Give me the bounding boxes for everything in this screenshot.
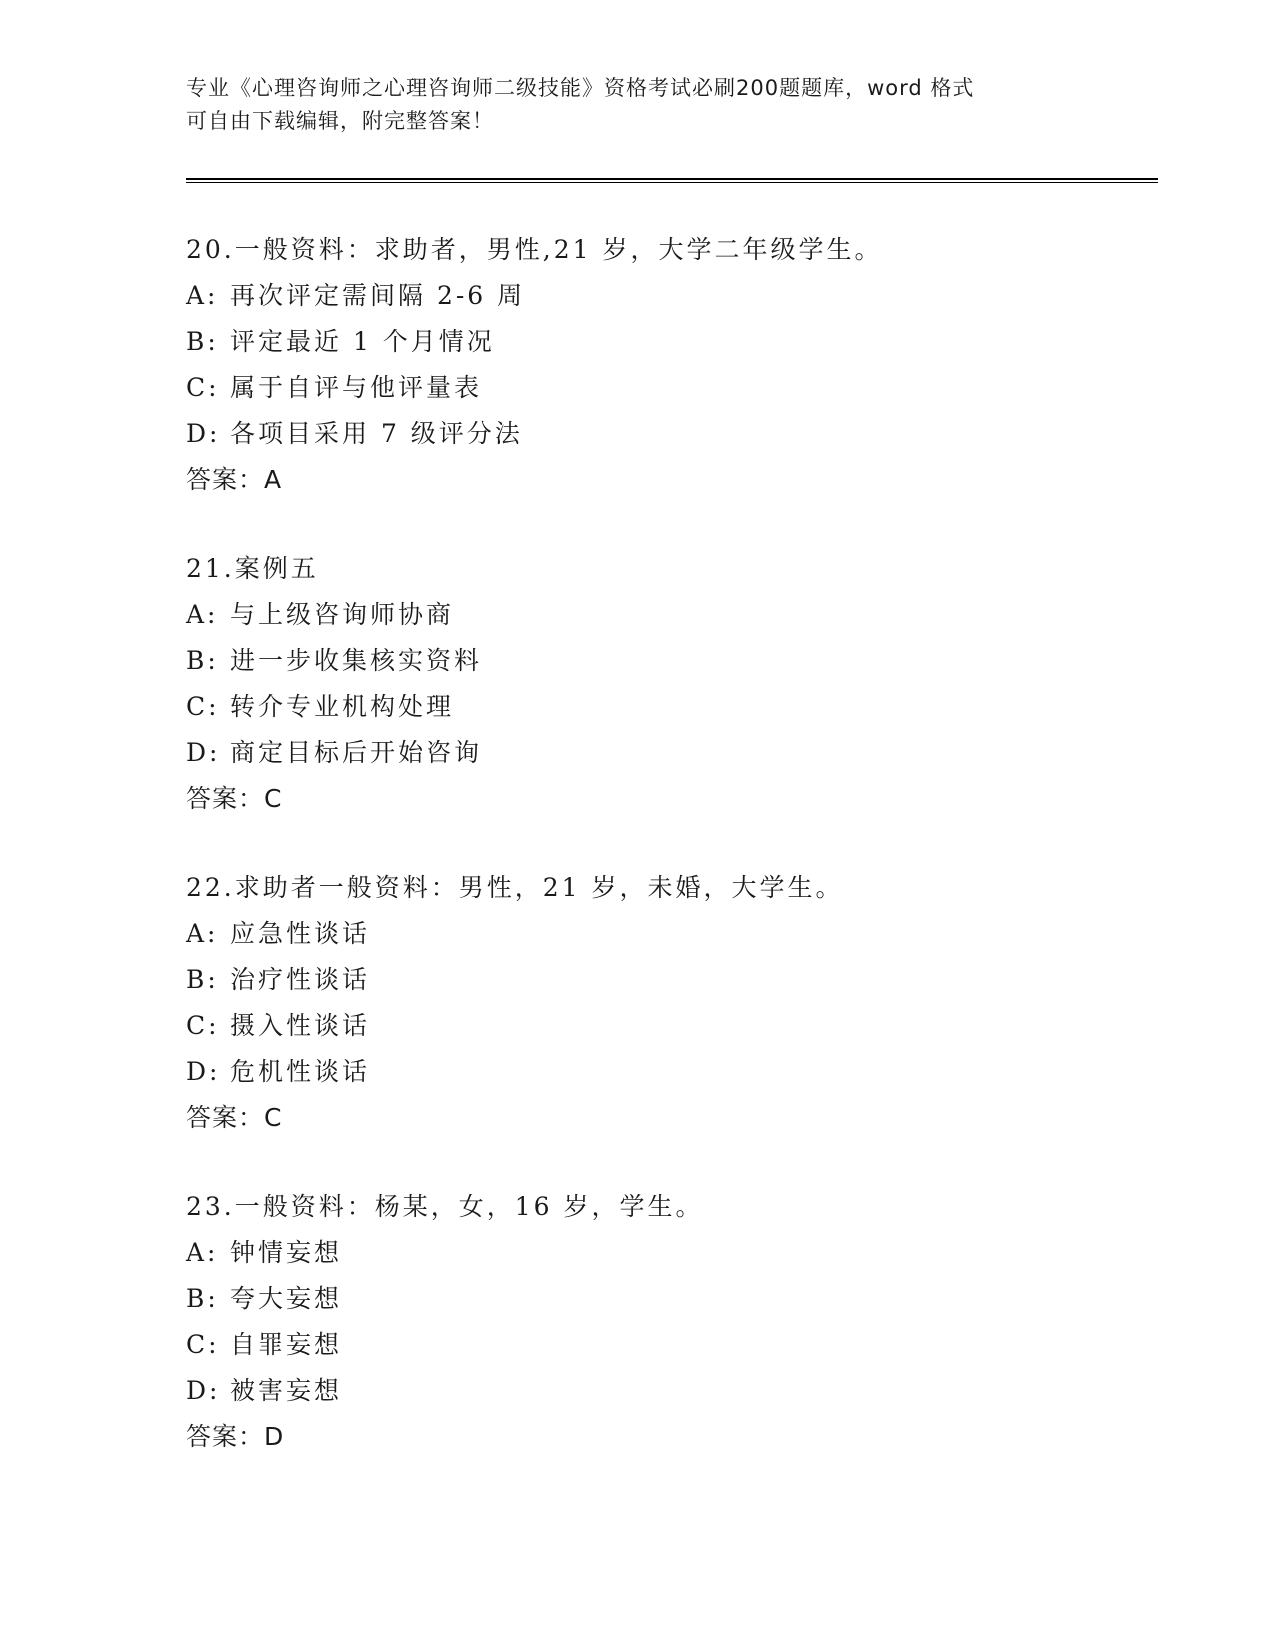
option-c: [186, 1322, 1166, 1368]
question-title: 21.案例五: [186, 554, 319, 583]
option-d: [186, 1368, 1166, 1414]
option-letter: B:: [186, 646, 219, 675]
option-a: [186, 911, 1166, 957]
option-letter: C:: [186, 373, 220, 402]
option-a: [186, 592, 1166, 638]
header-line-1: 专业《心理咨询师之心理咨询师二级技能》资格考试必刷200题题库，word 格式: [186, 76, 975, 100]
option-b: [186, 319, 1166, 365]
option-letter: A:: [186, 600, 219, 629]
question-21: [186, 546, 1166, 822]
option-d: [186, 411, 1166, 457]
option-text: 属于自评与他评量表: [230, 373, 483, 402]
option-letter: C:: [186, 692, 220, 721]
option-letter: B:: [186, 327, 219, 356]
option-letter: A:: [186, 1238, 219, 1267]
question-22: [186, 865, 1166, 1141]
option-letter: D:: [186, 419, 221, 448]
question-title: 23.一般资料：杨某，女，16 岁，学生。: [186, 1192, 704, 1221]
option-letter: B:: [186, 1284, 219, 1313]
question-title: 20.一般资料：求助者，男性,21 岁，大学二年级学生。: [186, 235, 883, 264]
option-text: 转介专业机构处理: [230, 692, 455, 721]
option-letter: D:: [186, 738, 221, 767]
option-text: 摄入性谈话: [230, 1011, 371, 1040]
option-text: 评定最近 1 个月情况: [230, 327, 495, 356]
header-divider: [186, 178, 1158, 183]
option-text: 再次评定需间隔 2-6 周: [230, 281, 526, 310]
option-a: [186, 1230, 1166, 1276]
option-text: 治疗性谈话: [230, 965, 371, 994]
question-20: [186, 227, 1166, 503]
answer: 答案：A: [186, 465, 283, 494]
option-text: 夸大妄想: [230, 1284, 343, 1313]
answer: 答案：C: [186, 1103, 283, 1132]
answer: 答案：C: [186, 784, 283, 813]
option-c: [186, 684, 1166, 730]
answer: 答案：D: [186, 1422, 285, 1451]
option-b: [186, 957, 1166, 1003]
option-letter: D:: [186, 1057, 221, 1086]
option-text: 危机性谈话: [230, 1057, 371, 1086]
option-text: 进一步收集核实资料: [230, 646, 483, 675]
option-letter: C:: [186, 1330, 220, 1359]
option-text: 应急性谈话: [230, 919, 371, 948]
option-a: [186, 273, 1166, 319]
question-title: 22.求助者一般资料：男性，21 岁，未婚，大学生。: [186, 873, 844, 902]
option-text: 与上级咨询师协商: [230, 600, 455, 629]
option-b: [186, 638, 1166, 684]
option-letter: A:: [186, 281, 219, 310]
option-letter: A:: [186, 919, 219, 948]
document-header: [186, 72, 1086, 138]
option-d: [186, 1049, 1166, 1095]
option-letter: D:: [186, 1376, 221, 1405]
option-text: 钟情妄想: [230, 1238, 343, 1267]
option-text: 各项目采用 7 级评分法: [230, 419, 523, 448]
option-b: [186, 1276, 1166, 1322]
option-text: 商定目标后开始咨询: [230, 738, 483, 767]
option-text: 被害妄想: [230, 1376, 343, 1405]
header-line-2: 可自由下载编辑，附完整答案！: [186, 109, 494, 133]
option-letter: B:: [186, 965, 219, 994]
option-c: [186, 1003, 1166, 1049]
option-text: 自罪妄想: [230, 1330, 343, 1359]
question-23: [186, 1184, 1166, 1460]
option-c: [186, 365, 1166, 411]
option-d: [186, 730, 1166, 776]
option-letter: C:: [186, 1011, 220, 1040]
